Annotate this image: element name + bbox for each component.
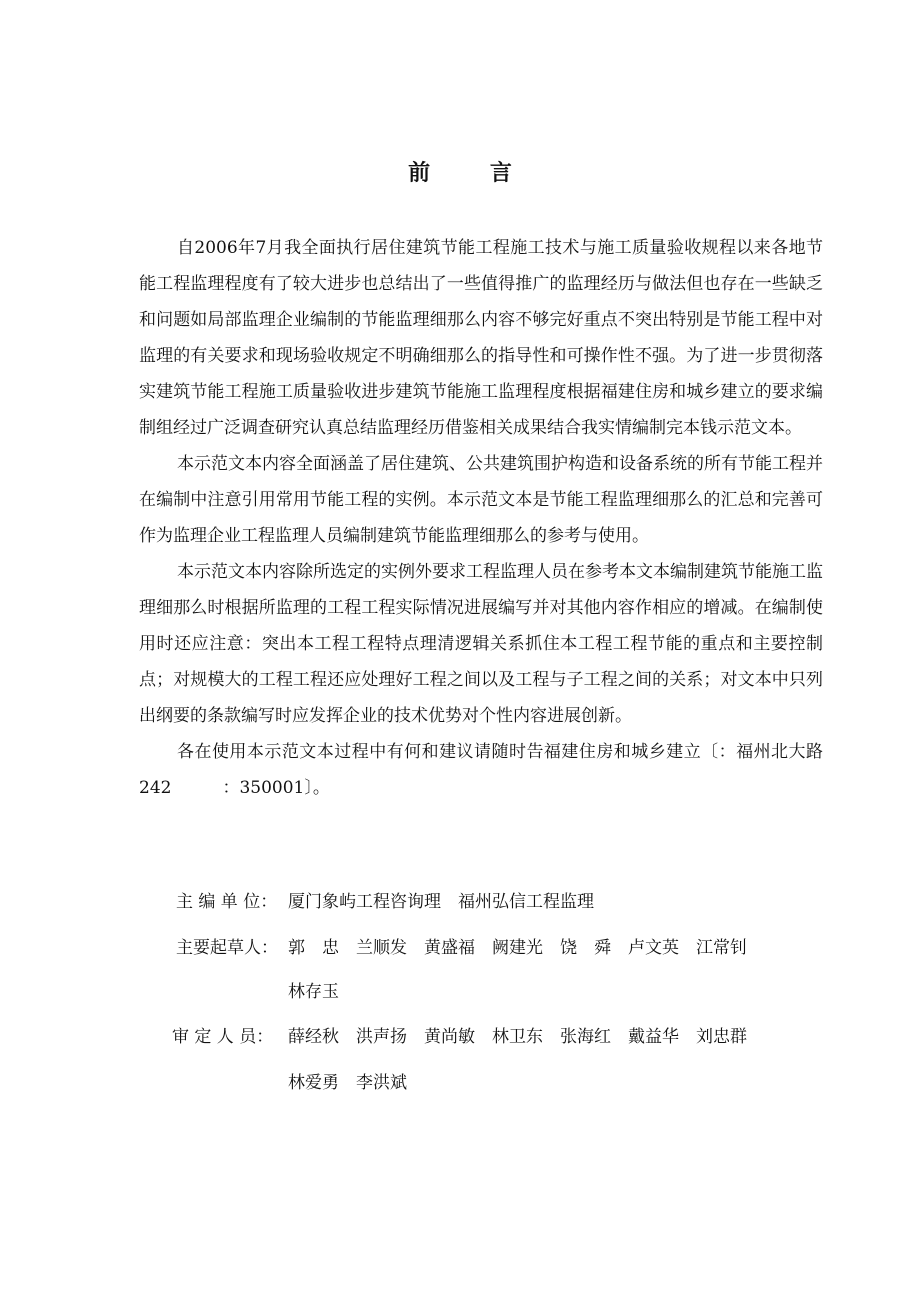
drafters-names-line2: 林存玉: [288, 982, 339, 1002]
editor-value: 厦门象屿工程咨询理 福州弘信工程监理: [288, 892, 594, 912]
reviewers-names-line2: 林爱勇 李洪斌: [288, 1073, 407, 1093]
reviewers-label: 审 定 人 员：: [172, 1027, 274, 1047]
reviewers-names-line1: 薛经秋 洪声扬 黄尚敏 林卫东 张海红 戴益华 刘忠群: [288, 1027, 747, 1047]
paragraph: 各在使用本示范文本过程中有何和建议请随时告福建住房和城乡建立〔：福州北大路242 ：350001〕。: [139, 742, 823, 798]
paragraph: 本示范文本内容全面涵盖了居住建筑、公共建筑围护构造和设备系统的所有节能工程并在编制中注意引用常用节能工程的实例。本示范文本是节能工程监理细那么的汇总和完善可作为监理企业工程监理人员编制建筑节能监理细那么的参考与使用。: [139, 454, 823, 546]
editor-label: 主 编 单 位：: [176, 892, 278, 912]
preface-body: [139, 230, 823, 806]
drafters-names-line1: 郭 忠 兰顺发 黄盛福 阙建光 饶 舜 卢文英 江常钊: [288, 938, 747, 958]
paragraph: 自2006年7月我全面执行居住建筑节能工程施工技术与施工质量验收规程以来各地节能工程监理程度有了较大进步也总结出了一些值得推广的监理经历与做法但也存在一些缺乏和问题如局部监理企业编制的节能监理细那么内容不够完好重点不突出特别是节能工程中对监理的有关要求和现场验收规定不明确细那么的指导性和可操作性不强。为了进一步贯彻落实建筑节能工程施工质量验收进步建筑节能施工监理程度根据福建住房和城乡建立的要求编制组经过广泛调查研究认真总结监理经历借鉴相关成果结合我实情编制完本钱示范文本。: [139, 238, 823, 438]
paragraph: 本示范文本内容除所选定的实例外要求工程监理人员在参考本文本编制建筑节能施工监理细那么时根据所监理的工程工程实际情况进展编写并对其他内容作相应的增减。在编制使用时还应注意：突出本工程工程特点理清逻辑关系抓住本工程工程节能的重点和主要控制点；对规模大的工程工程还应处理好工程之间以及工程与子工程之间的关系；对文本中只列出纲要的条款编写时应发挥企业的技术优势对个性内容进展创新。: [139, 562, 823, 726]
drafters-label: 主要起草人：: [176, 938, 278, 958]
page-title: 前 言: [408, 160, 538, 186]
